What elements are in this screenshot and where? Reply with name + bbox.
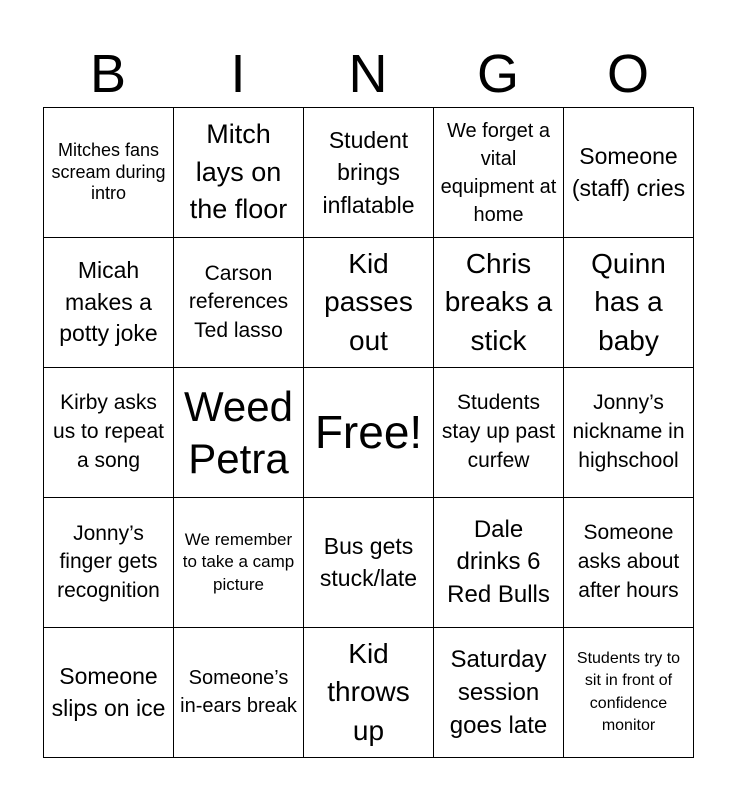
cell-text: Dale drinks 6 Red Bulls — [447, 515, 550, 608]
cell-text: Chris breaks a stick — [444, 247, 553, 356]
cell-text: Saturday session goes late — [449, 645, 548, 740]
bingo-cell-r1c5[interactable] — [564, 108, 694, 238]
bingo-cell-r4c2[interactable] — [174, 498, 304, 628]
bingo-cell-r4c4[interactable] — [434, 498, 564, 628]
bingo-cell-r3c4[interactable] — [434, 368, 564, 498]
header-letter-n: N — [348, 44, 388, 104]
bingo-cell-r2c5[interactable] — [564, 238, 694, 368]
bingo-cell-r3c5[interactable] — [564, 368, 694, 498]
bingo-cell-r5c4[interactable] — [434, 628, 564, 758]
cell-text: Someone slips on ice — [51, 662, 166, 721]
cell-text: Someone asks about after hours — [577, 521, 680, 602]
bingo-cell-r1c4[interactable] — [434, 108, 564, 238]
bingo-cell-r4c3[interactable] — [304, 498, 434, 628]
bingo-cell-r2c3[interactable] — [304, 238, 434, 368]
cell-text: Kid throws up — [327, 637, 410, 746]
cell-text: Student brings inflatable — [322, 127, 415, 218]
cell-text: Micah makes a potty joke — [59, 256, 158, 347]
header-letter-o: O — [606, 44, 649, 104]
bingo-cell-r4c1[interactable] — [44, 498, 174, 628]
bingo-cell-r4c5[interactable] — [564, 498, 694, 628]
bingo-cell-r3c1[interactable] — [44, 368, 174, 498]
cell-text: Students try to sit in front of confidence monitor — [576, 650, 681, 734]
bingo-board — [43, 107, 694, 758]
bingo-cell-r2c1[interactable] — [44, 238, 174, 368]
cell-text: Mitches fans scream during intro — [51, 139, 166, 204]
bingo-cell-r5c1[interactable] — [44, 628, 174, 758]
cell-text: Quinn has a baby — [591, 247, 666, 356]
bingo-cell-r1c1[interactable] — [44, 108, 174, 238]
cell-text: Mitch lays on the floor — [189, 118, 288, 225]
cell-text: Someone’s in-ears break — [180, 666, 297, 717]
bingo-cell-r2c2[interactable] — [174, 238, 304, 368]
bingo-cell-r3c2[interactable] — [174, 368, 304, 498]
cell-text: Carson references Ted lasso — [188, 261, 289, 342]
header-letter-g: G — [476, 44, 519, 104]
cell-text: Kirby asks us to repeat a song — [53, 391, 164, 472]
cell-text: Jonny’s finger gets recognition — [57, 521, 160, 602]
cell-text: Students stay up past curfew — [441, 391, 556, 472]
cell-text: Weed Petra — [184, 383, 293, 482]
cell-text: We remember to take a camp picture — [182, 530, 295, 594]
bingo-cell-r5c2[interactable] — [174, 628, 304, 758]
cell-text: Bus gets stuck/late — [319, 532, 418, 591]
bingo-cell-r1c2[interactable] — [174, 108, 304, 238]
cell-text: We forget a vital equipment at home — [440, 119, 557, 226]
cell-text: Kid passes out — [324, 247, 413, 356]
bingo-cell-free[interactable] — [304, 368, 434, 498]
cell-text: Jonny’s nickname in highschool — [572, 391, 685, 472]
header-letter-b: B — [89, 44, 127, 104]
cell-text: Someone (staff) cries — [571, 143, 686, 201]
bingo-header — [43, 40, 693, 108]
bingo-cell-r1c3[interactable] — [304, 108, 434, 238]
cell-text: Free! — [314, 406, 423, 459]
bingo-cell-r2c4[interactable] — [434, 238, 564, 368]
bingo-cell-r5c5[interactable] — [564, 628, 694, 758]
header-letter-i: I — [230, 44, 246, 104]
bingo-cell-r5c3[interactable] — [304, 628, 434, 758]
